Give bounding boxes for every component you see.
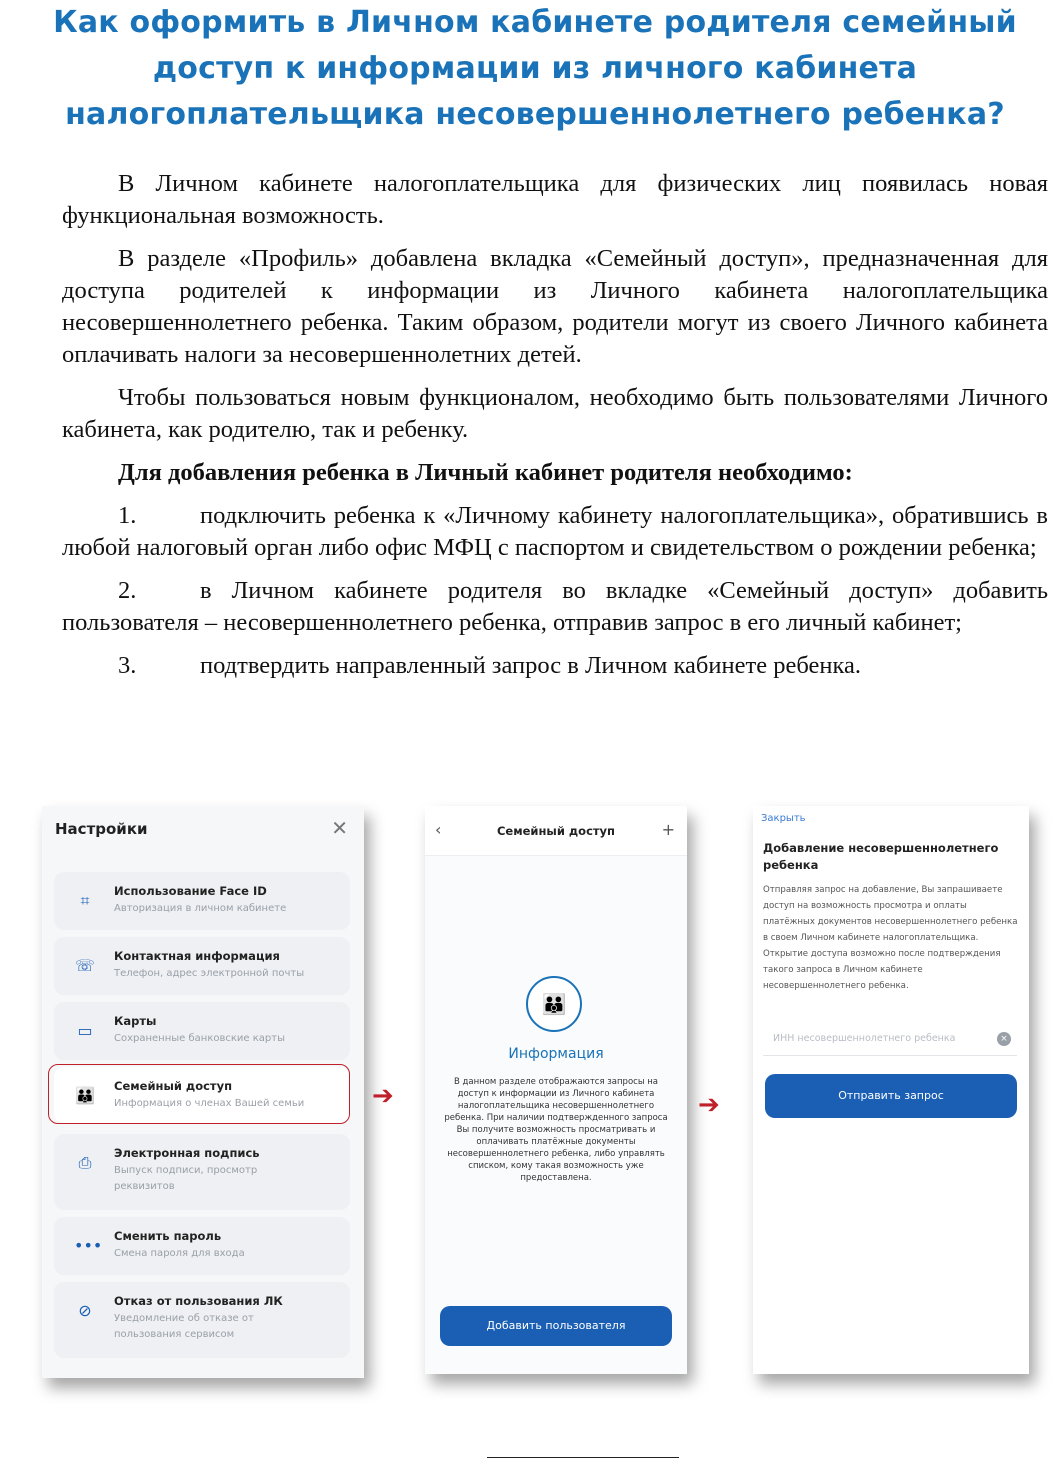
block-icon: ⊘ [78,1301,92,1320]
step-2-text: в Личном кабинете родителя во вкладке «Семейный доступ» добавить пользователя – несовершеннолетнего ребенка, отправив запрос в его личный кабинет; [62,577,1048,636]
family-access-screenshot [425,806,687,1374]
step-1-number: 1. [118,502,137,529]
step-1 [62,500,1048,564]
screen-header [425,806,687,856]
plus-icon[interactable]: + [661,820,675,839]
add-user-button[interactable]: Добавить пользователя [440,1306,672,1346]
menu-item-title: Карты [114,1014,157,1028]
footnote-divider [487,1457,679,1458]
article-body [62,168,1048,693]
menu-item-subtitle: Информация о членах Вашей семьи [114,1098,305,1109]
menu-item-contacts[interactable] [54,937,350,995]
menu-item-opt-out[interactable] [54,1282,350,1358]
back-icon[interactable]: ‹ [435,820,442,839]
arrow-right-icon: ➔ [698,1090,720,1120]
menu-item-signature[interactable] [54,1134,350,1210]
screen-description: Отправляя запрос на добавление, Вы запрашиваете доступ на возможность просмотра и оплаты платёжных документов несовершеннолетнего ребенка в своем Личном кабинете налогоплательщика. Открытие доступа возможно после подтверждения такого запроса в Личном кабинете несовершеннолетнего ребенка. [763,885,1018,991]
close-link[interactable]: Закрыть [761,813,806,824]
screen-title: Добавление несовершеннолетнего ребенка [763,841,999,872]
paragraph-profile: В разделе «Профиль» добавлена вкладка «Семейный доступ», предназначенная для доступа родителей к информации из Личного кабинета налогоплательщика несовершеннолетнего ребенка. Таким образом, родители могут из своего Личного кабинета оплачивать налоги за несовершеннолетних детей. [62,245,1048,368]
menu-item-title: Отказ от пользования ЛК [114,1294,283,1308]
page-title: Как оформить в Личном кабинете родителя семейный доступ к информации из личного кабинета налогоплательщика несовершеннолетнего ребенка? [53,5,1017,132]
menu-item-subtitle: Сохраненные банковские карты [114,1033,285,1044]
inn-input-placeholder: ИНН несовершеннолетнего ребенка [773,1033,956,1044]
inn-input[interactable] [763,1022,1017,1056]
menu-item-subtitle: Смена пароля для входа [114,1248,245,1259]
step-2-number: 2. [118,577,137,604]
face-id-icon: ⌗ [80,891,90,910]
screen-title: Семейный доступ [496,824,615,838]
menu-item-subtitle: Телефон, адрес электронной почты [114,968,305,979]
add-child-screenshot [753,806,1029,1374]
paragraph-steps-heading: Для добавления ребенка в Личный кабинет родителя необходимо: [118,459,853,486]
step-3-number: 3. [118,652,137,679]
phone-icon: ☏ [74,956,95,975]
menu-item-title: Контактная информация [114,949,280,963]
menu-item-title: Сменить пароль [114,1229,222,1243]
step-3 [62,650,1048,682]
menu-item-subtitle: Уведомление об отказе от пользования сервисом [114,1313,254,1340]
step-1-text: подключить ребенка к «Личному кабинету налогоплательщика», обратившись в любой налоговый орган либо офис МФЦ с паспортом и свидетельством о рождении ребенка; [62,502,1048,561]
menu-item-title: Электронная подпись [114,1146,260,1160]
settings-title: Настройки [55,820,148,838]
settings-screenshot [42,806,364,1378]
paragraph-requirement: Чтобы пользоваться новым функционалом, необходимо быть пользователями Личного кабинета, как родителю, так и ребенку. [62,384,1048,443]
paragraph-intro: В Личном кабинете налогоплательщика для физических лиц появилась новая функциональная возможность. [62,170,1048,229]
menu-item-cards[interactable] [54,1002,350,1060]
close-icon[interactable]: ✕ [331,816,348,840]
family-icon: 👪 [75,1086,95,1105]
arrow-right-icon: ➔ [372,1081,394,1111]
step-2 [62,575,1048,639]
clear-icon[interactable]: × [997,1032,1011,1046]
highlight-frame [48,1064,350,1124]
menu-item-title: Использование Face ID [114,884,267,898]
menu-item-password[interactable] [54,1217,350,1275]
step-3-text: подтвердить направленный запрос в Личном кабинете ребенка. [200,652,861,679]
info-text: В данном разделе отображаются запросы на доступ к информации из Личного кабинета налогоплательщика несовершеннолетнего ребенка. При наличии подтвержденного запроса Вы получите возможность просматривать и оплачивать платёжные документы несовершеннолетнего ребенка, либо управлять списком, кому такая возможность уже предоставлена. [444,1077,668,1183]
family-icon: 👪 [526,976,582,1032]
menu-item-title: Семейный доступ [114,1079,233,1093]
card-icon: ▭ [77,1021,93,1040]
menu-item-face-id[interactable] [54,872,350,930]
password-icon: ••• [74,1236,103,1255]
info-title: Информация [508,1046,604,1062]
signature-icon: ⎙ [78,1153,92,1172]
send-request-button[interactable]: Отправить запрос [765,1074,1017,1118]
menu-item-subtitle: Выпуск подписи, просмотр реквизитов [114,1165,258,1192]
menu-item-subtitle: Авторизация в личном кабинете [114,903,287,914]
